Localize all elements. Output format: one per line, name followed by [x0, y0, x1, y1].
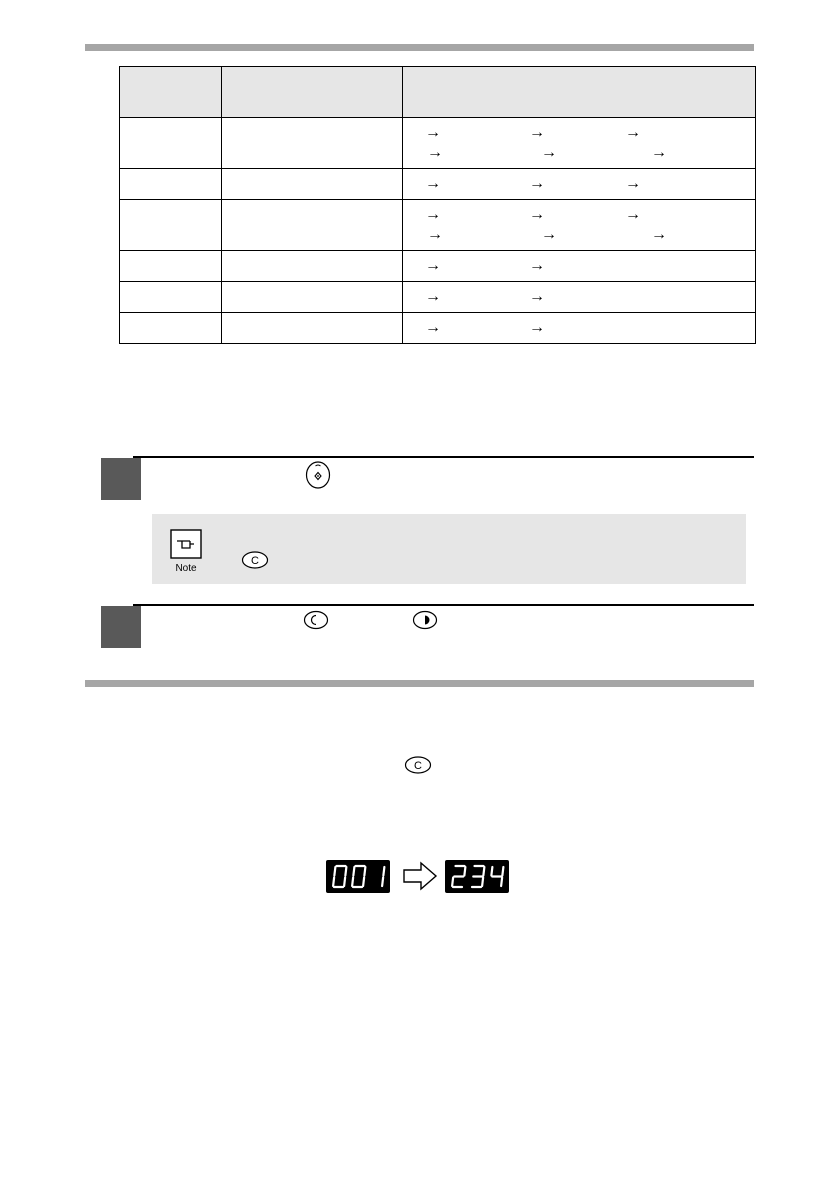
sequence-line	[409, 174, 749, 194]
table-cell	[120, 118, 222, 169]
table-row	[120, 169, 756, 200]
right-arrow-icon: →	[529, 206, 545, 223]
sequence-cell	[403, 200, 756, 251]
step-2-marker	[101, 606, 141, 648]
step-1-marker	[101, 458, 141, 500]
clear-button-icon	[241, 551, 269, 569]
table-cell	[222, 169, 403, 200]
header-cell	[403, 67, 756, 118]
before-digit	[333, 866, 346, 887]
table-cell	[222, 118, 403, 169]
table-cell	[222, 251, 403, 282]
light-button-icon	[303, 610, 329, 630]
sequence-cell	[403, 313, 756, 344]
sequence-line	[409, 256, 749, 276]
right-arrow-icon: →	[529, 319, 545, 336]
sequence-cell	[403, 251, 756, 282]
right-arrow-icon: →	[529, 124, 545, 141]
start-button-icon	[305, 461, 331, 489]
table-cell	[120, 200, 222, 251]
sequence-cell	[403, 282, 756, 313]
before-digit	[352, 866, 365, 887]
header-cell	[222, 67, 403, 118]
right-arrow-icon: →	[425, 124, 441, 141]
note-box	[152, 514, 746, 584]
right-arrow-icon: →	[625, 124, 641, 141]
right-arrow-icon: →	[425, 288, 441, 305]
right-arrow-icon: →	[541, 226, 557, 243]
counter-display-after	[445, 860, 509, 893]
table-row	[120, 313, 756, 344]
table-cell	[120, 313, 222, 344]
right-arrow-icon: →	[529, 257, 545, 274]
table-header-row	[120, 67, 756, 118]
right-arrow-icon: →	[427, 226, 443, 243]
section-rule	[85, 680, 754, 687]
step-1-rule	[133, 456, 754, 458]
right-arrow-icon: →	[651, 144, 667, 161]
svg-text:C: C	[251, 555, 259, 567]
before-digit	[382, 867, 384, 886]
sequence-line	[409, 123, 749, 143]
right-arrow-icon: →	[529, 175, 545, 192]
table-cell	[222, 200, 403, 251]
right-arrow-icon: →	[425, 257, 441, 274]
clear-button-icon	[404, 756, 432, 774]
right-arrow-icon: →	[425, 206, 441, 223]
after-digit	[491, 867, 503, 886]
step-2-rule	[133, 604, 754, 606]
table-row	[120, 118, 756, 169]
note-label: Note	[175, 563, 197, 574]
settings-table	[119, 66, 756, 344]
right-arrow-icon: →	[427, 144, 443, 161]
table-cell	[120, 282, 222, 313]
header-cell	[120, 67, 222, 118]
table-cell	[120, 251, 222, 282]
right-arrow-icon: →	[425, 319, 441, 336]
table-row	[120, 251, 756, 282]
right-arrow-icon: →	[541, 144, 557, 161]
sequence-line	[409, 318, 749, 338]
sequence-cell	[403, 118, 756, 169]
after-digit	[452, 866, 465, 887]
right-arrow-icon: →	[625, 175, 641, 192]
after-digit	[472, 866, 484, 887]
table-cell	[222, 313, 403, 344]
svg-text:C: C	[414, 760, 422, 772]
table-cell	[222, 282, 403, 313]
sequence-line	[409, 205, 749, 225]
table-row	[120, 282, 756, 313]
top-rule	[85, 44, 754, 51]
sequence-line	[409, 143, 749, 163]
table-row	[120, 200, 756, 251]
sequence-line	[409, 287, 749, 307]
table-cell	[120, 169, 222, 200]
dark-button-icon	[412, 610, 438, 630]
right-arrow-icon: →	[651, 226, 667, 243]
hollow-right-arrow-icon	[401, 860, 439, 892]
right-arrow-icon: →	[625, 206, 641, 223]
right-arrow-icon: →	[529, 288, 545, 305]
counter-display-before	[326, 860, 390, 893]
right-arrow-icon: →	[425, 175, 441, 192]
sequence-line	[409, 225, 749, 245]
sequence-cell	[403, 169, 756, 200]
note-pointing-hand-icon	[166, 528, 206, 574]
